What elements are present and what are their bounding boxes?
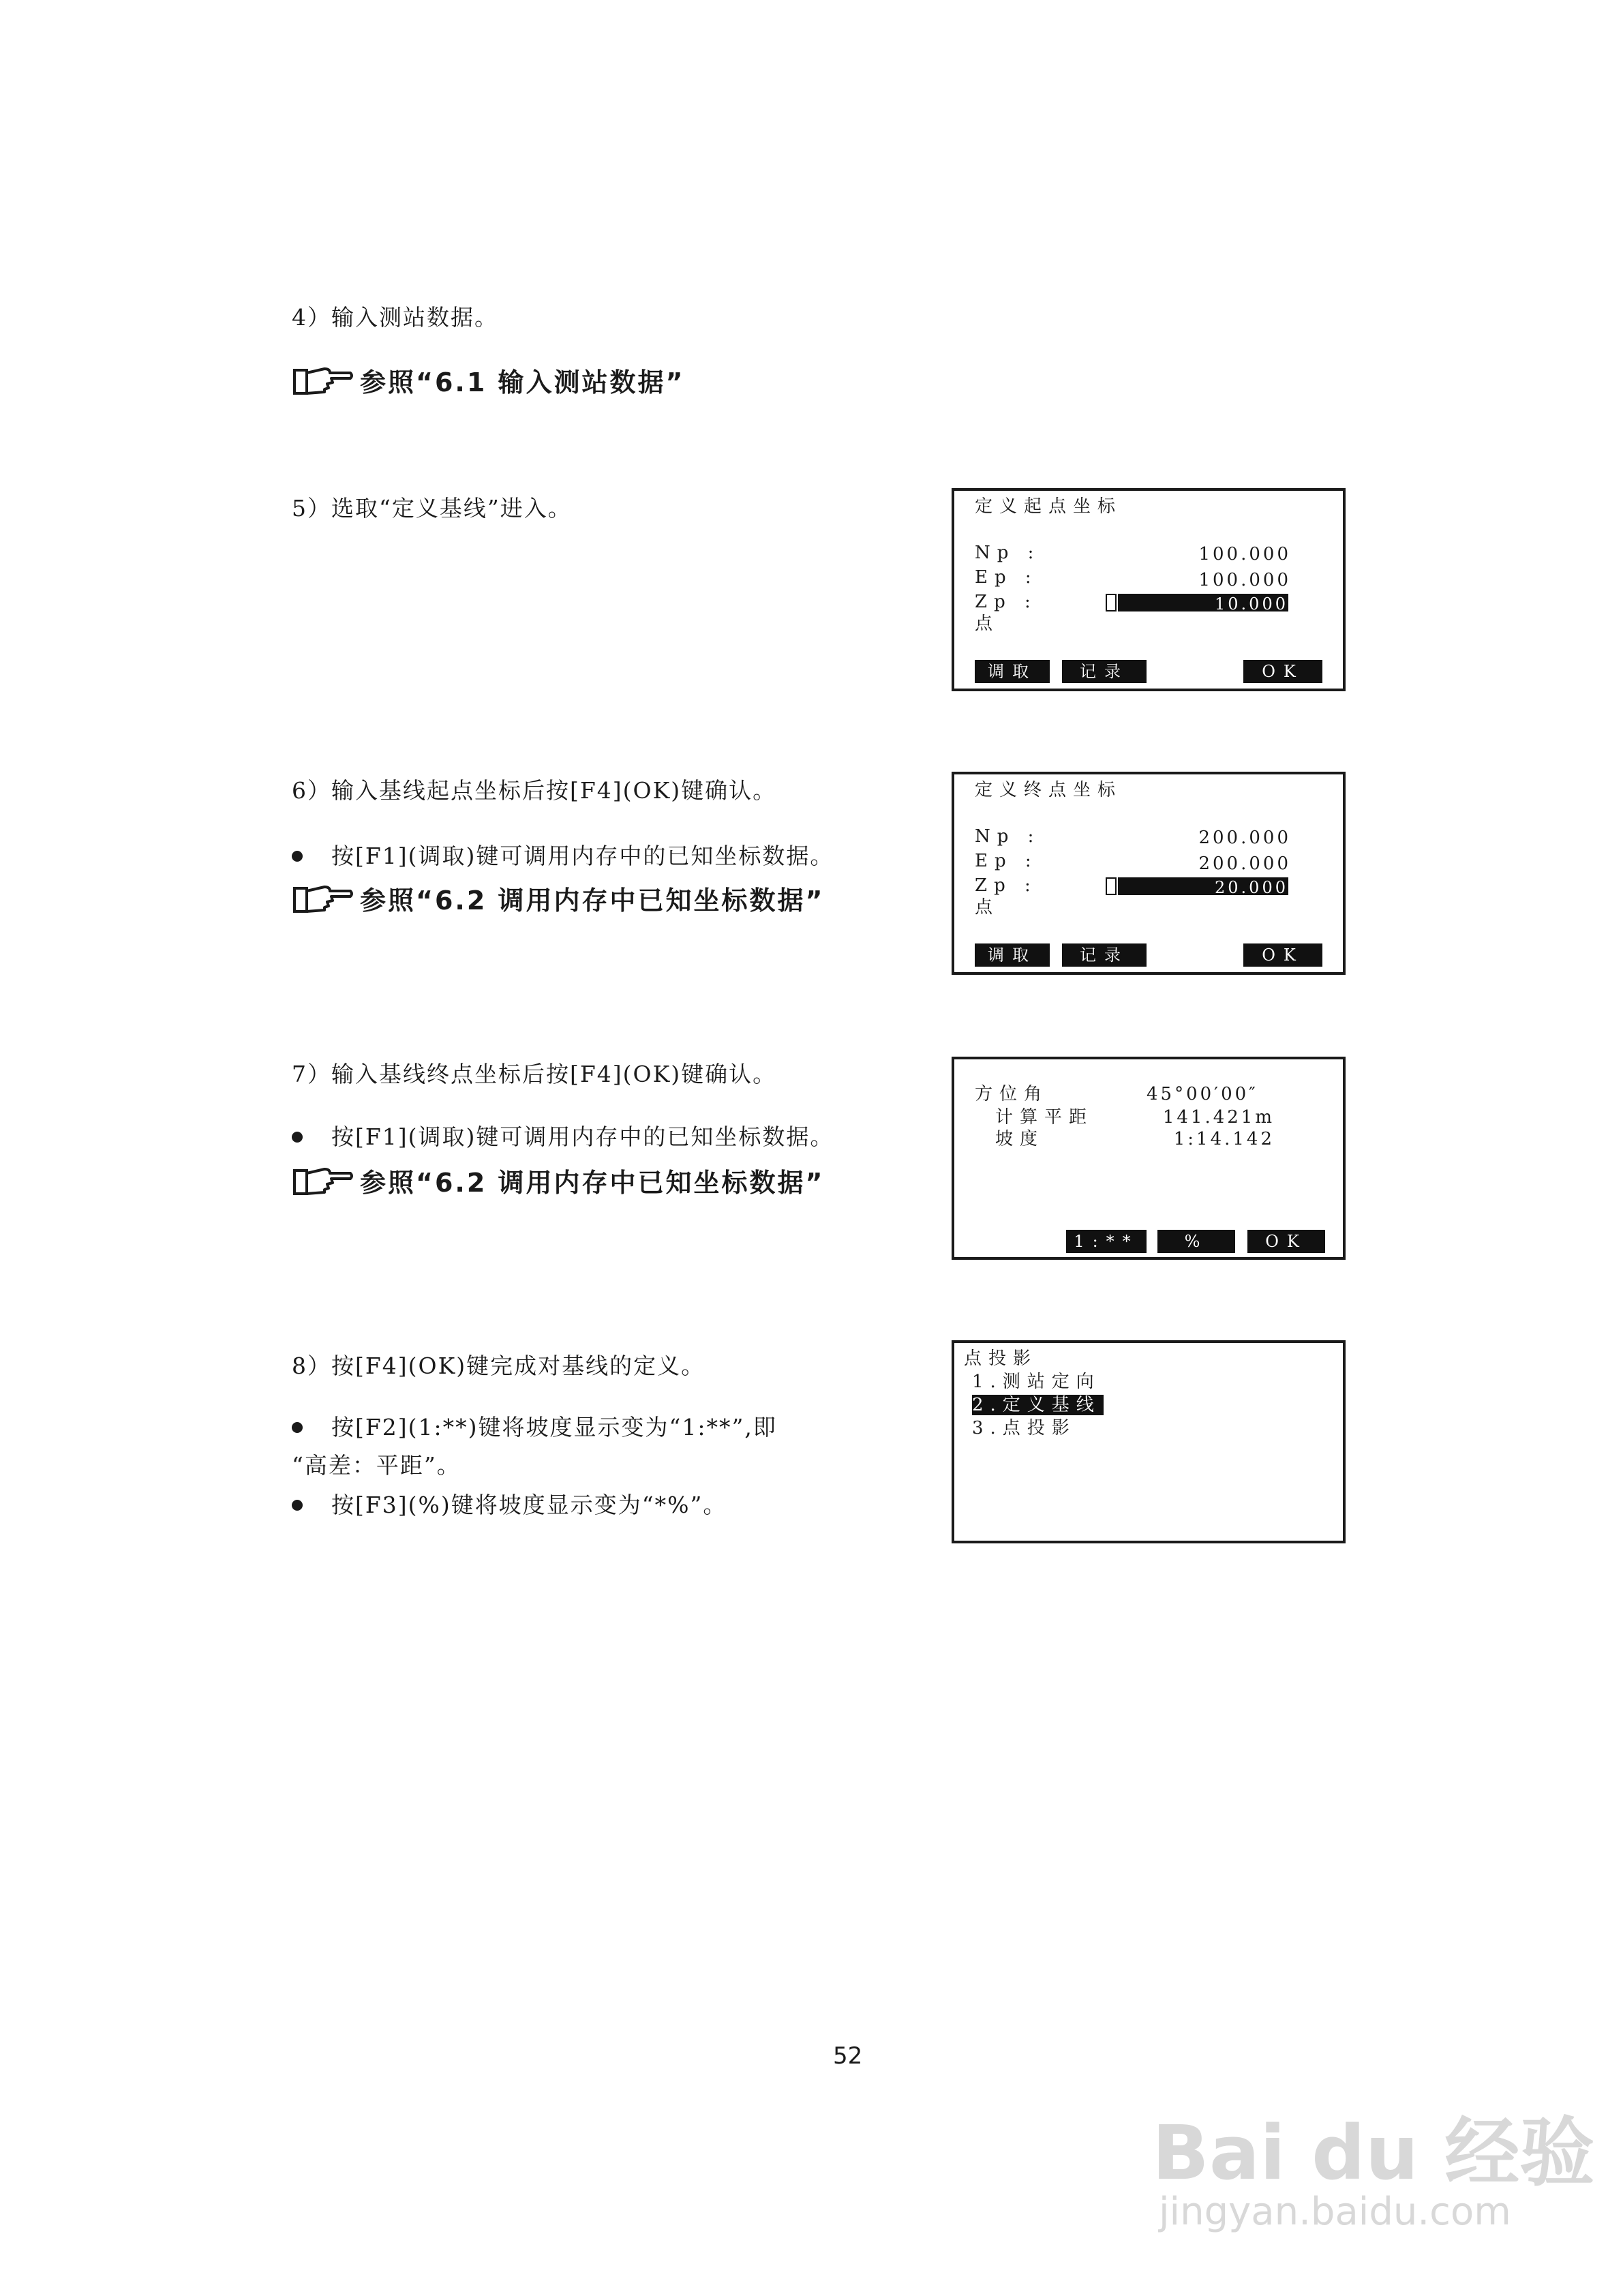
step-6-bullet: [292, 841, 834, 871]
bullet-dot: [292, 1422, 303, 1433]
watermark-url: jingyan.baidu.com: [1159, 2190, 1511, 2234]
np-label: Np :: [975, 826, 1041, 847]
f2-ratio-button[interactable]: 1:**: [1066, 1230, 1147, 1253]
f2-record-button[interactable]: 记录: [1062, 660, 1147, 683]
slope-value: 1:14.142: [1173, 1129, 1275, 1149]
slope-label: 坡度: [995, 1129, 1045, 1149]
np-value: 200.000: [1198, 828, 1291, 848]
f4-ok-button[interactable]: OK: [1243, 660, 1322, 683]
step-4-reference: [292, 361, 685, 399]
page-number: 52: [833, 2042, 863, 2070]
zp-value-field[interactable]: 20.000: [1118, 877, 1288, 895]
azimuth-value: 45°00′00″: [1147, 1084, 1258, 1104]
bullet-dot: [292, 851, 303, 862]
bullet-text: 按[F2](1:**)键将坡度显示变为“1:**”,即: [331, 1414, 777, 1440]
step-7-text: 7）输入基线终点坐标后按[F4](OK)键确认。: [292, 1061, 777, 1087]
step-7-bullet: [292, 1122, 834, 1152]
input-cursor: [1106, 594, 1117, 611]
bullet-text: 按[F1](调取)键可调用内存中的已知坐标数据。: [331, 1123, 834, 1150]
f4-ok-button[interactable]: OK: [1247, 1230, 1325, 1253]
screen-define-start-point: [952, 488, 1346, 691]
reference-text: 参照“6.2 调用内存中已知坐标数据”: [360, 886, 825, 916]
f4-ok-button[interactable]: OK: [1243, 943, 1322, 967]
menu-item-define-baseline[interactable]: 2.定义基线: [972, 1395, 1104, 1415]
bullet-dot: [292, 1132, 303, 1143]
menu-item-station-orientation[interactable]: 1.测站定向: [972, 1372, 1101, 1392]
screen-title: 定义起点坐标: [975, 496, 1123, 517]
step-6-reference: [292, 879, 825, 917]
point-label: 点: [975, 614, 1000, 634]
f1-recall-button[interactable]: 调取: [975, 943, 1050, 967]
point-label: 点: [975, 897, 1000, 918]
f2-record-button[interactable]: 记录: [1062, 943, 1147, 967]
reference-text: 参照“6.2 调用内存中已知坐标数据”: [360, 1168, 825, 1198]
screen-define-end-point: [952, 772, 1346, 975]
input-cursor: [1106, 877, 1117, 895]
pointing-hand-icon: [292, 1164, 354, 1198]
bullet-text: 按[F1](调取)键可调用内存中的已知坐标数据。: [331, 843, 834, 869]
np-label: Np :: [975, 543, 1041, 563]
watermark-logo: [1152, 2093, 1594, 2201]
distance-label: 计算平距: [995, 1107, 1094, 1128]
azimuth-label: 方位角: [975, 1084, 1049, 1104]
screen-point-projection-menu: [952, 1340, 1346, 1543]
bullet-dot: [292, 1500, 303, 1511]
step-7-reference: [292, 1162, 825, 1199]
step-6-text: 6）输入基线起点坐标后按[F4](OK)键确认。: [292, 777, 777, 804]
menu-title: 点投影: [964, 1348, 1038, 1369]
zp-label: Zp :: [975, 592, 1037, 612]
zp-label: Zp :: [975, 875, 1037, 896]
pointing-hand-icon: [292, 363, 354, 397]
zp-value-field[interactable]: 10.000: [1118, 594, 1288, 611]
step-4-text: 4）输入测站数据。: [292, 304, 498, 331]
distance-value: 141.421m: [1162, 1107, 1275, 1128]
np-value: 100.000: [1198, 544, 1291, 564]
step-5-text: 5）选取“定义基线”进入。: [292, 495, 572, 522]
step-8-bullet-1: [292, 1413, 777, 1442]
screen-title: 定义终点坐标: [975, 780, 1123, 800]
ep-label: Ep :: [975, 567, 1038, 588]
menu-item-point-projection[interactable]: 3.点投影: [972, 1418, 1076, 1438]
reference-text: 参照“6.1 输入测站数据”: [360, 367, 685, 397]
f3-percent-button[interactable]: %: [1157, 1230, 1235, 1253]
step-8-text: 8）按[F4](OK)键完成对基线的定义。: [292, 1353, 706, 1379]
step-8-bullet-2: [292, 1490, 727, 1520]
ep-value: 200.000: [1198, 854, 1291, 874]
f1-recall-button[interactable]: 调取: [975, 660, 1050, 683]
ep-value: 100.000: [1198, 570, 1291, 590]
pointing-hand-icon: [292, 881, 354, 916]
ep-label: Ep :: [975, 851, 1038, 871]
step-8-bullet-1-continuation: “高差：平距”。: [292, 1452, 461, 1479]
screen-baseline-result: [952, 1057, 1346, 1260]
watermark-brand: Bai du 经验: [1152, 2109, 1595, 2196]
bullet-text: 按[F3](%)键将坡度显示变为“*%”。: [331, 1492, 727, 1518]
